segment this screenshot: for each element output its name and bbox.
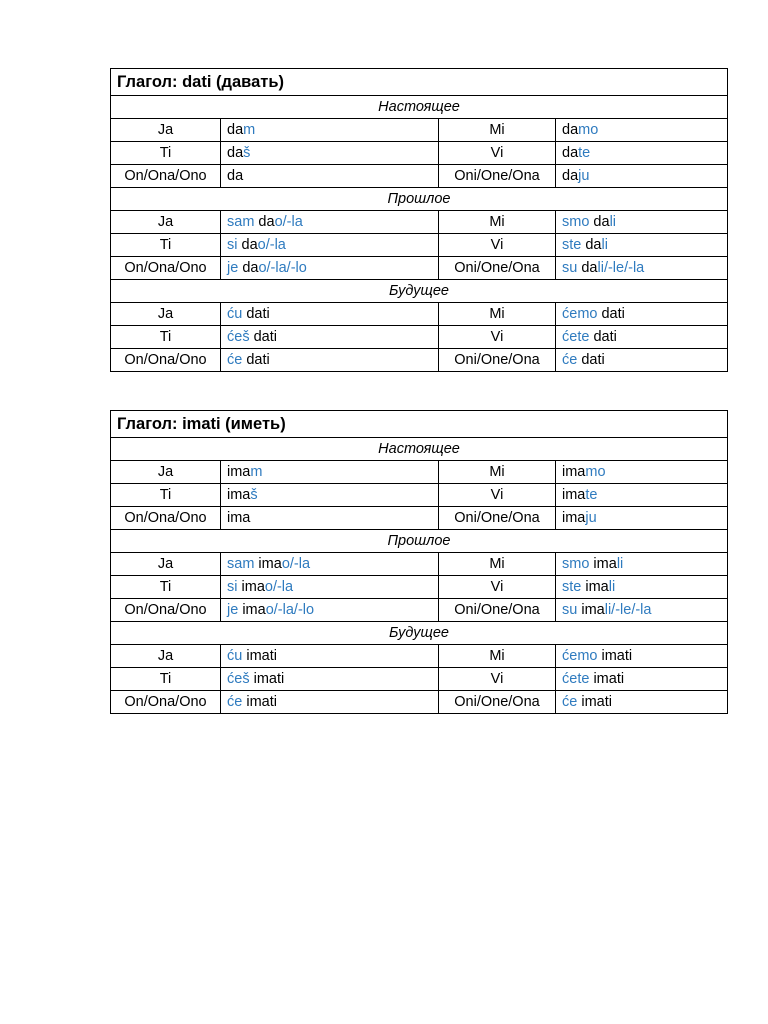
plural-form xyxy=(556,576,728,599)
ending-highlight: smo xyxy=(562,556,590,572)
verb-stem: dati xyxy=(249,329,277,345)
singular-pronoun: Ti xyxy=(111,326,221,349)
tense-heading: Будущее xyxy=(111,280,728,303)
table-body xyxy=(111,411,728,714)
tense-row xyxy=(111,438,728,461)
singular-pronoun: Ja xyxy=(111,461,221,484)
singular-pronoun: On/Ona/Ono xyxy=(111,599,221,622)
plural-form xyxy=(556,234,728,257)
verb-stem: da xyxy=(562,145,579,161)
plural-form xyxy=(556,691,728,714)
tense-row xyxy=(111,96,728,119)
verb-stem: da xyxy=(254,214,275,230)
plural-form xyxy=(556,599,728,622)
plural-pronoun: Vi xyxy=(439,326,556,349)
verb-stem: ima xyxy=(227,510,251,526)
plural-pronoun: Mi xyxy=(439,461,556,484)
singular-form xyxy=(221,165,439,188)
ending-highlight: te xyxy=(585,487,598,503)
ending-highlight: š xyxy=(250,487,258,503)
plural-pronoun: Oni/One/Ona xyxy=(439,349,556,372)
ending-highlight: li/-le/-la xyxy=(604,602,652,618)
plural-pronoun: Oni/One/Ona xyxy=(439,599,556,622)
ending-highlight: o/-la xyxy=(264,579,294,595)
verb-stem: da xyxy=(227,145,244,161)
ending-highlight: li xyxy=(609,214,617,230)
tense-row xyxy=(111,530,728,553)
singular-form xyxy=(221,211,439,234)
verb-stem: da xyxy=(577,260,598,276)
verb-stem: da xyxy=(589,214,610,230)
singular-pronoun: Ti xyxy=(111,142,221,165)
ending-highlight: ju xyxy=(585,510,597,526)
ending-highlight: mo xyxy=(585,464,606,480)
ending-highlight: o/-la/-lo xyxy=(258,260,307,276)
singular-form xyxy=(221,553,439,576)
verb-stem: dati xyxy=(242,306,270,322)
ending-highlight: mo xyxy=(578,122,599,138)
ending-highlight: ćemo xyxy=(562,306,598,322)
table-row xyxy=(111,668,728,691)
verb-stem: imati xyxy=(597,648,633,664)
singular-form xyxy=(221,576,439,599)
singular-pronoun: Ja xyxy=(111,119,221,142)
plural-form xyxy=(556,507,728,530)
singular-form xyxy=(221,142,439,165)
table-row xyxy=(111,484,728,507)
ending-highlight: ćete xyxy=(562,671,590,687)
plural-pronoun: Vi xyxy=(439,234,556,257)
ending-highlight: ste xyxy=(562,237,582,253)
ending-highlight: ste xyxy=(562,579,582,595)
singular-pronoun: Ja xyxy=(111,553,221,576)
singular-form xyxy=(221,349,439,372)
ending-highlight: si xyxy=(227,579,238,595)
table-title: Глагол: imati (иметь) xyxy=(111,411,728,438)
plural-pronoun: Mi xyxy=(439,119,556,142)
verb-stem: ima xyxy=(237,579,265,595)
ending-highlight: si xyxy=(227,237,238,253)
plural-form xyxy=(556,461,728,484)
ending-highlight: li xyxy=(601,237,608,253)
verb-stem: imati xyxy=(242,648,277,664)
singular-pronoun: Ti xyxy=(111,234,221,257)
singular-form xyxy=(221,507,439,530)
verb-stem: da xyxy=(227,122,244,138)
plural-pronoun: Vi xyxy=(439,142,556,165)
singular-form xyxy=(221,119,439,142)
singular-pronoun: On/Ona/Ono xyxy=(111,165,221,188)
singular-pronoun: Ti xyxy=(111,484,221,507)
table-row xyxy=(111,119,728,142)
singular-pronoun: Ti xyxy=(111,576,221,599)
verb-stem: dati xyxy=(597,306,625,322)
tense-heading: Прошлое xyxy=(111,530,728,553)
verb-stem: ima xyxy=(227,487,251,503)
verb-stem: imati xyxy=(249,671,285,687)
tense-heading: Настоящее xyxy=(111,96,728,119)
plural-pronoun: Mi xyxy=(439,645,556,668)
tense-heading: Настоящее xyxy=(111,438,728,461)
verb-stem: ima xyxy=(238,602,266,618)
ending-highlight: ćete xyxy=(562,329,590,345)
table-row xyxy=(111,303,728,326)
table-row xyxy=(111,211,728,234)
ending-highlight: će xyxy=(227,694,243,710)
table-row xyxy=(111,507,728,530)
plural-pronoun: Mi xyxy=(439,211,556,234)
plural-pronoun: Oni/One/Ona xyxy=(439,691,556,714)
ending-highlight: li xyxy=(608,579,616,595)
table-row xyxy=(111,599,728,622)
singular-form xyxy=(221,461,439,484)
plural-form xyxy=(556,211,728,234)
table-row xyxy=(111,349,728,372)
ending-highlight: li/-le/-la xyxy=(597,260,645,276)
ending-highlight: m xyxy=(243,122,256,138)
ending-highlight: je xyxy=(227,260,239,276)
singular-pronoun: On/Ona/Ono xyxy=(111,257,221,280)
singular-form xyxy=(221,303,439,326)
plural-pronoun: Mi xyxy=(439,303,556,326)
singular-form xyxy=(221,257,439,280)
verb-stem: da xyxy=(227,168,244,184)
singular-form xyxy=(221,668,439,691)
plural-form xyxy=(556,645,728,668)
verb-stem: dati xyxy=(577,352,605,368)
plural-pronoun: Oni/One/Ona xyxy=(439,165,556,188)
plural-form xyxy=(556,326,728,349)
ending-highlight: smo xyxy=(562,214,590,230)
verb-stem: ima xyxy=(254,556,282,572)
tense-row xyxy=(111,622,728,645)
tense-heading: Будущее xyxy=(111,622,728,645)
verb-stem: ima xyxy=(562,464,586,480)
plural-form xyxy=(556,553,728,576)
plural-form xyxy=(556,165,728,188)
plural-pronoun: Oni/One/Ona xyxy=(439,257,556,280)
plural-pronoun: Mi xyxy=(439,553,556,576)
verb-stem: ima xyxy=(562,487,586,503)
singular-form xyxy=(221,645,439,668)
table-body xyxy=(111,69,728,372)
ending-highlight: te xyxy=(578,145,591,161)
singular-form xyxy=(221,691,439,714)
verb-table-imati xyxy=(110,410,728,714)
plural-pronoun: Vi xyxy=(439,576,556,599)
ending-highlight: ćemo xyxy=(562,648,598,664)
table-row xyxy=(111,645,728,668)
singular-form xyxy=(221,234,439,257)
ending-highlight: ću xyxy=(227,306,243,322)
plural-form xyxy=(556,484,728,507)
verb-stem: ima xyxy=(562,510,586,526)
verb-stem: imati xyxy=(577,694,612,710)
verb-stem: dati xyxy=(589,329,617,345)
plural-pronoun: Oni/One/Ona xyxy=(439,507,556,530)
table-row xyxy=(111,461,728,484)
ending-highlight: će xyxy=(562,352,578,368)
tense-row xyxy=(111,188,728,211)
ending-highlight: ćeš xyxy=(227,329,250,345)
plural-form xyxy=(556,142,728,165)
ending-highlight: š xyxy=(243,145,251,161)
table-row xyxy=(111,142,728,165)
tense-heading: Прошлое xyxy=(111,188,728,211)
table-row xyxy=(111,553,728,576)
ending-highlight: su xyxy=(562,260,578,276)
verb-stem: ima xyxy=(581,579,609,595)
verb-table-dati xyxy=(110,68,728,372)
table-row xyxy=(111,691,728,714)
singular-pronoun: On/Ona/Ono xyxy=(111,507,221,530)
singular-pronoun: Ja xyxy=(111,645,221,668)
ending-highlight: ćeš xyxy=(227,671,250,687)
verb-stem: dati xyxy=(242,352,270,368)
ending-highlight: ću xyxy=(227,648,243,664)
table-row xyxy=(111,165,728,188)
ending-highlight: li xyxy=(616,556,624,572)
plural-pronoun: Vi xyxy=(439,484,556,507)
verb-stem: da xyxy=(238,260,259,276)
table-row xyxy=(111,326,728,349)
plural-form xyxy=(556,257,728,280)
singular-form xyxy=(221,599,439,622)
verb-stem: da xyxy=(237,237,258,253)
verb-stem: da xyxy=(581,237,602,253)
singular-form xyxy=(221,484,439,507)
ending-highlight: sam xyxy=(227,556,255,572)
table-row xyxy=(111,257,728,280)
table-row xyxy=(111,576,728,599)
verb-stem: da xyxy=(562,168,579,184)
verb-stem: ima xyxy=(227,464,251,480)
plural-form xyxy=(556,668,728,691)
ending-highlight: sam xyxy=(227,214,255,230)
ending-highlight: ju xyxy=(578,168,590,184)
ending-highlight: o/-la/-lo xyxy=(265,602,315,618)
ending-highlight: je xyxy=(227,602,239,618)
verb-stem: imati xyxy=(589,671,625,687)
table-row xyxy=(111,234,728,257)
ending-highlight: o/-la xyxy=(257,237,286,253)
title-row xyxy=(111,411,728,438)
verb-stem: imati xyxy=(242,694,277,710)
singular-pronoun: Ja xyxy=(111,211,221,234)
plural-form xyxy=(556,349,728,372)
singular-pronoun: On/Ona/Ono xyxy=(111,691,221,714)
title-row xyxy=(111,69,728,96)
table-title: Глагол: dati (давать) xyxy=(111,69,728,96)
ending-highlight: m xyxy=(250,464,263,480)
ending-highlight: o/-la xyxy=(281,556,311,572)
tense-row xyxy=(111,280,728,303)
plural-form xyxy=(556,303,728,326)
verb-stem: ima xyxy=(589,556,617,572)
singular-pronoun: Ti xyxy=(111,668,221,691)
singular-form xyxy=(221,326,439,349)
plural-form xyxy=(556,119,728,142)
verb-stem: ima xyxy=(577,602,605,618)
plural-pronoun: Vi xyxy=(439,668,556,691)
singular-pronoun: On/Ona/Ono xyxy=(111,349,221,372)
ending-highlight: o/-la xyxy=(274,214,303,230)
ending-highlight: su xyxy=(562,602,578,618)
singular-pronoun: Ja xyxy=(111,303,221,326)
verb-stem: da xyxy=(562,122,579,138)
ending-highlight: će xyxy=(227,352,243,368)
ending-highlight: će xyxy=(562,694,578,710)
